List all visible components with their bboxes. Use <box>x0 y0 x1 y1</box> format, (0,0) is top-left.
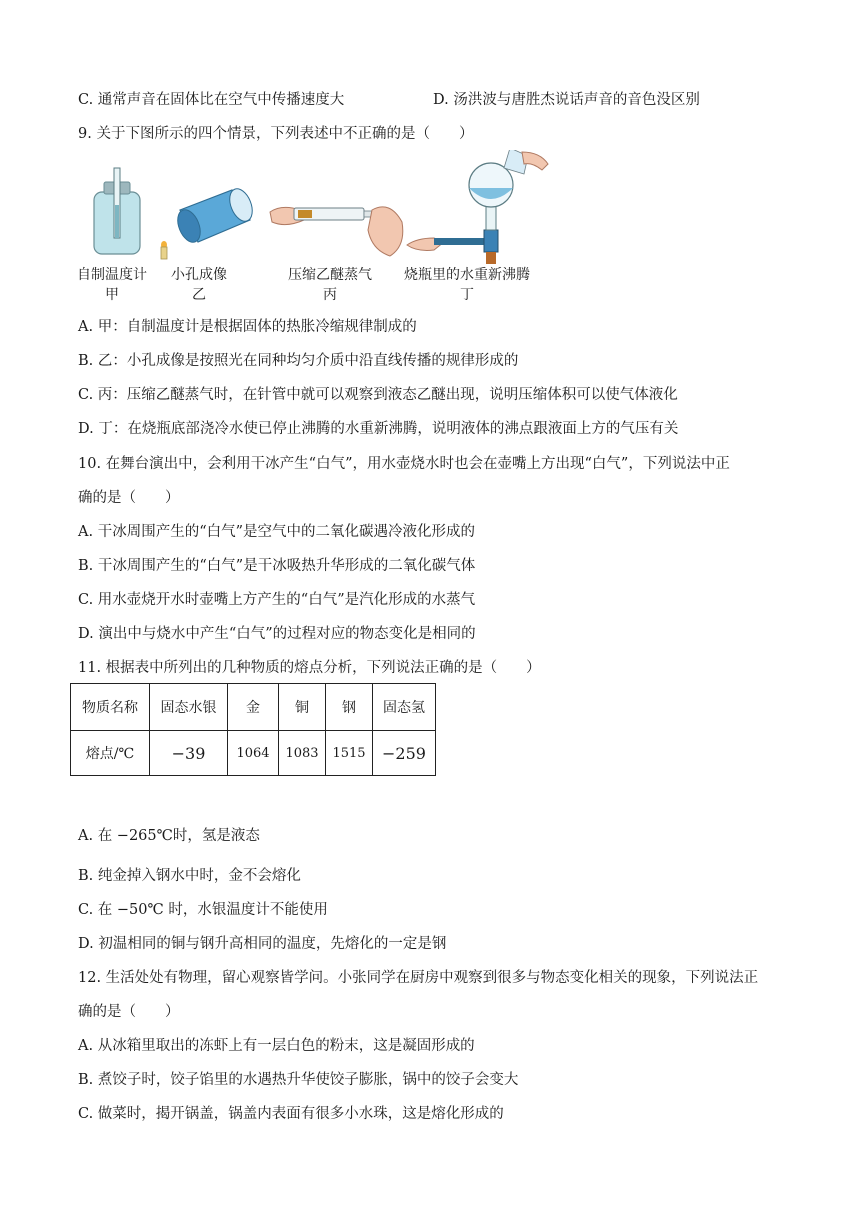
table-cell: 1064 <box>228 731 279 776</box>
q9-option-b: B. 乙：小孔成像是按照光在同种均匀介质中沿直线传播的规律形成的 <box>78 353 519 369</box>
q9-option-c: C. 丙：压缩乙醚蒸气时，在针管中就可以观察到液态乙醚出现，说明压缩体积可以使气体液化 <box>78 387 678 403</box>
q11-option-d: D. 初温相同的铜与钢升高相同的温度，先熔化的一定是钢 <box>78 936 447 952</box>
q12-option-b: B. 煮饺子时，饺子馅里的水遇热升华使饺子膨胀，锅中的饺子会变大 <box>78 1072 519 1088</box>
thermometer-bottle-illustration <box>94 168 140 254</box>
q9-option-d: D. 丁：在烧瓶底部浇冷水使已停止沸腾的水重新沸腾，说明液体的沸点跟液面上方的气压有关 <box>78 421 679 437</box>
pinhole-camera-illustration <box>161 185 257 259</box>
table-cell: 固态氢 <box>373 684 436 731</box>
table-header-row <box>71 684 436 731</box>
table-cell: −259 <box>373 731 436 776</box>
q10-stem-line2: 确的是（ ） <box>78 490 180 506</box>
q12-stem-line2: 确的是（ ） <box>78 1004 180 1020</box>
table-cell: 熔点/℃ <box>71 731 150 776</box>
table-row <box>71 731 436 776</box>
q9-stem: 9. 关于下图所示的四个情景，下列表述中不正确的是（ ） <box>78 126 474 142</box>
table-cell: 1083 <box>279 731 326 776</box>
caption-yi: 小孔成像 乙 <box>171 267 227 303</box>
q8-option-d: D. 汤洪波与唐胜杰说话声音的音色没区别 <box>433 92 700 108</box>
table-cell: −39 <box>150 731 228 776</box>
q12-option-c: C. 做菜时，揭开锅盖，锅盖内表面有很多小水珠，这是熔化形成的 <box>78 1106 504 1122</box>
q11-option-c: C. 在 −50℃ 时，水银温度计不能使用 <box>78 902 328 918</box>
q9-figure <box>72 150 552 310</box>
caption-jia: 自制温度计 甲 <box>77 267 147 303</box>
q10-option-c: C. 用水壶烧开水时壶嘴上方产生的“白气”是汽化形成的水蒸气 <box>78 592 476 608</box>
flask-illustration <box>407 150 548 264</box>
q9-illustrations <box>72 150 552 270</box>
q10-option-d: D. 演出中与烧水中产生“白气”的过程对应的物态变化是相同的 <box>78 626 476 642</box>
table-cell: 钢 <box>326 684 373 731</box>
table-cell: 1515 <box>326 731 373 776</box>
table-cell: 物质名称 <box>71 684 150 731</box>
caption-bing: 压缩乙醚蒸气 丙 <box>288 267 372 303</box>
table-cell: 铜 <box>279 684 326 731</box>
q11-option-a: A. 在 −265℃时，氢是液态 <box>78 828 260 844</box>
q10-stem-line1: 10. 在舞台演出中，会利用干冰产生“白气”，用水壶烧水时也会在壶嘴上方出现“白气”，下列说法中正 <box>78 456 730 472</box>
q11-option-b: B. 纯金掉入钢水中时，金不会熔化 <box>78 868 301 884</box>
q12-option-a: A. 从冰箱里取出的冻虾上有一层白色的粉末，这是凝固形成的 <box>78 1038 475 1054</box>
syringe-illustration <box>270 207 403 256</box>
caption-ding: 烧瓶里的水重新沸腾 丁 <box>404 267 530 303</box>
q8-option-c: C. 通常声音在固体比在空气中传播速度大 <box>78 92 345 108</box>
q9-option-a: A. 甲：自制温度计是根据固体的热胀冷缩规律制成的 <box>78 319 417 335</box>
q10-option-b: B. 干冰周围产生的“白气”是干冰吸热升华形成的二氧化碳气体 <box>78 558 476 574</box>
table-cell: 金 <box>228 684 279 731</box>
q11-stem: 11. 根据表中所列出的几种物质的熔点分析，下列说法正确的是（ ） <box>78 660 541 676</box>
q10-option-a: A. 干冰周围产生的“白气”是空气中的二氧化碳遇冷液化形成的 <box>78 524 476 540</box>
melting-point-table <box>70 683 436 776</box>
q12-stem-line1: 12. 生活处处有物理，留心观察皆学问。小张同学在厨房中观察到很多与物态变化相关的现象，下列说法正 <box>78 970 759 986</box>
table-cell: 固态水银 <box>150 684 228 731</box>
